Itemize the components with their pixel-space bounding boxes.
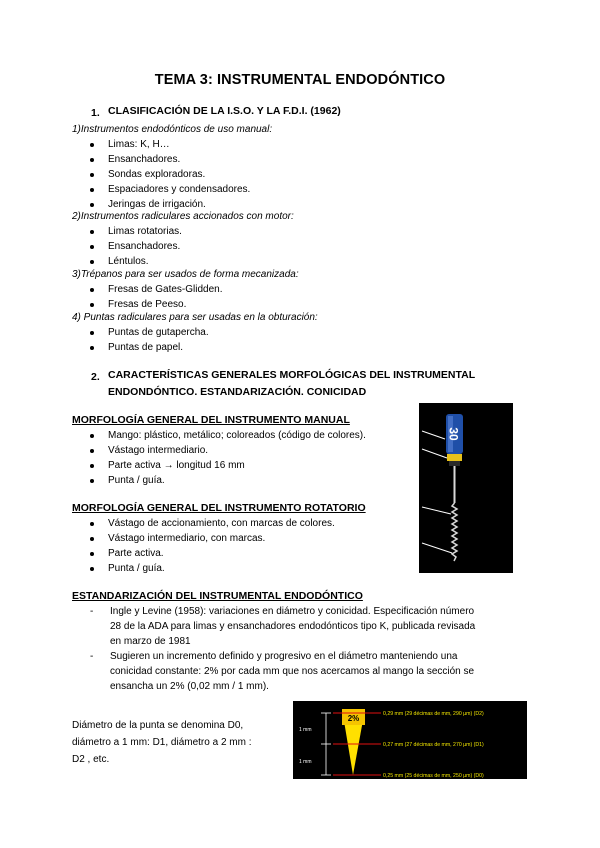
rotatory-heading: MORFOLOGÍA GENERAL DEL INSTRUMENTO ROTATORIO: [72, 502, 366, 514]
paragraph-ingle-levine: Ingle y Levine (1958): variaciones en diámetro y conicidad. Especificación número 28 de la ADA para limas y ensanchadores endodónticos tipo K, publicada revisada en marzo de 1981: [110, 606, 476, 647]
section2-number: 2.: [91, 371, 100, 383]
diameter-note: Diámetro de la punta se denomina D0, diámetro a 1 mm: D1, diámetro a 2 mm : D2 , etc.: [72, 720, 252, 765]
file-ring: [447, 454, 462, 461]
diameter-d0: 0,25 mm (25 décimas de mm, 250 µm) (D0): [383, 773, 484, 779]
category-1-label: 1)Instrumentos endodónticos de uso manual:: [72, 124, 273, 135]
paragraph-conicity: Sugieren un incremento definido y progresivo en el diámetro manteniendo una conicidad constante: 2% por cada mm que nos acercamos al mango la sección se ensancha un 2% (0,02 mm / 1 mm).: [110, 651, 475, 692]
label-1mm-lower: 1 mm: [299, 759, 312, 765]
diameter-d2: 0,29 mm (29 décimas de mm, 290 µm) (D2): [383, 711, 484, 717]
standard-heading: ESTANDARIZACIÓN DEL INSTRUMENTAL ENDODÓNTICO: [72, 590, 363, 602]
taper-diagram: [293, 701, 527, 779]
dash-marker: -: [90, 606, 94, 617]
page-title: TEMA 3: INSTRUMENTAL ENDODÓNTICO: [154, 72, 446, 88]
section1-number: 1.: [91, 107, 100, 119]
category-2-label: 2)Instrumentos radiculares accionados con motor:: [72, 211, 294, 222]
category-3-label: 3)Trépanos para ser usados de forma mecanizada:: [72, 269, 299, 280]
endodontic-file-icon: [419, 403, 513, 573]
diameter-d1: 0,27 mm (27 décimas de mm, 270 µm) (D1): [383, 742, 484, 748]
handle-number: 30: [446, 427, 461, 441]
section1-heading: CLASIFICACIÓN DE LA I.S.O. Y LA F.D.I. (1962): [108, 105, 341, 117]
section2-heading-line1: CARACTERÍSTICAS GENERALES MORFOLÓGICAS DEL INSTRUMENTAL: [108, 369, 476, 381]
dash-marker: -: [90, 651, 94, 662]
label-1mm-upper: 1 mm: [299, 727, 312, 733]
section2-heading-line2: ENDONDÓNTICO. ESTANDARIZACIÓN. CONICIDAD: [108, 386, 367, 398]
endodontic-file-photo: [419, 403, 513, 573]
taper-badge: 2%: [347, 714, 360, 723]
category-4-label: 4) Puntas radiculares para ser usadas en la obturación:: [72, 312, 318, 323]
manual-heading: MORFOLOGÍA GENERAL DEL INSTRUMENTO MANUAL: [72, 414, 350, 426]
